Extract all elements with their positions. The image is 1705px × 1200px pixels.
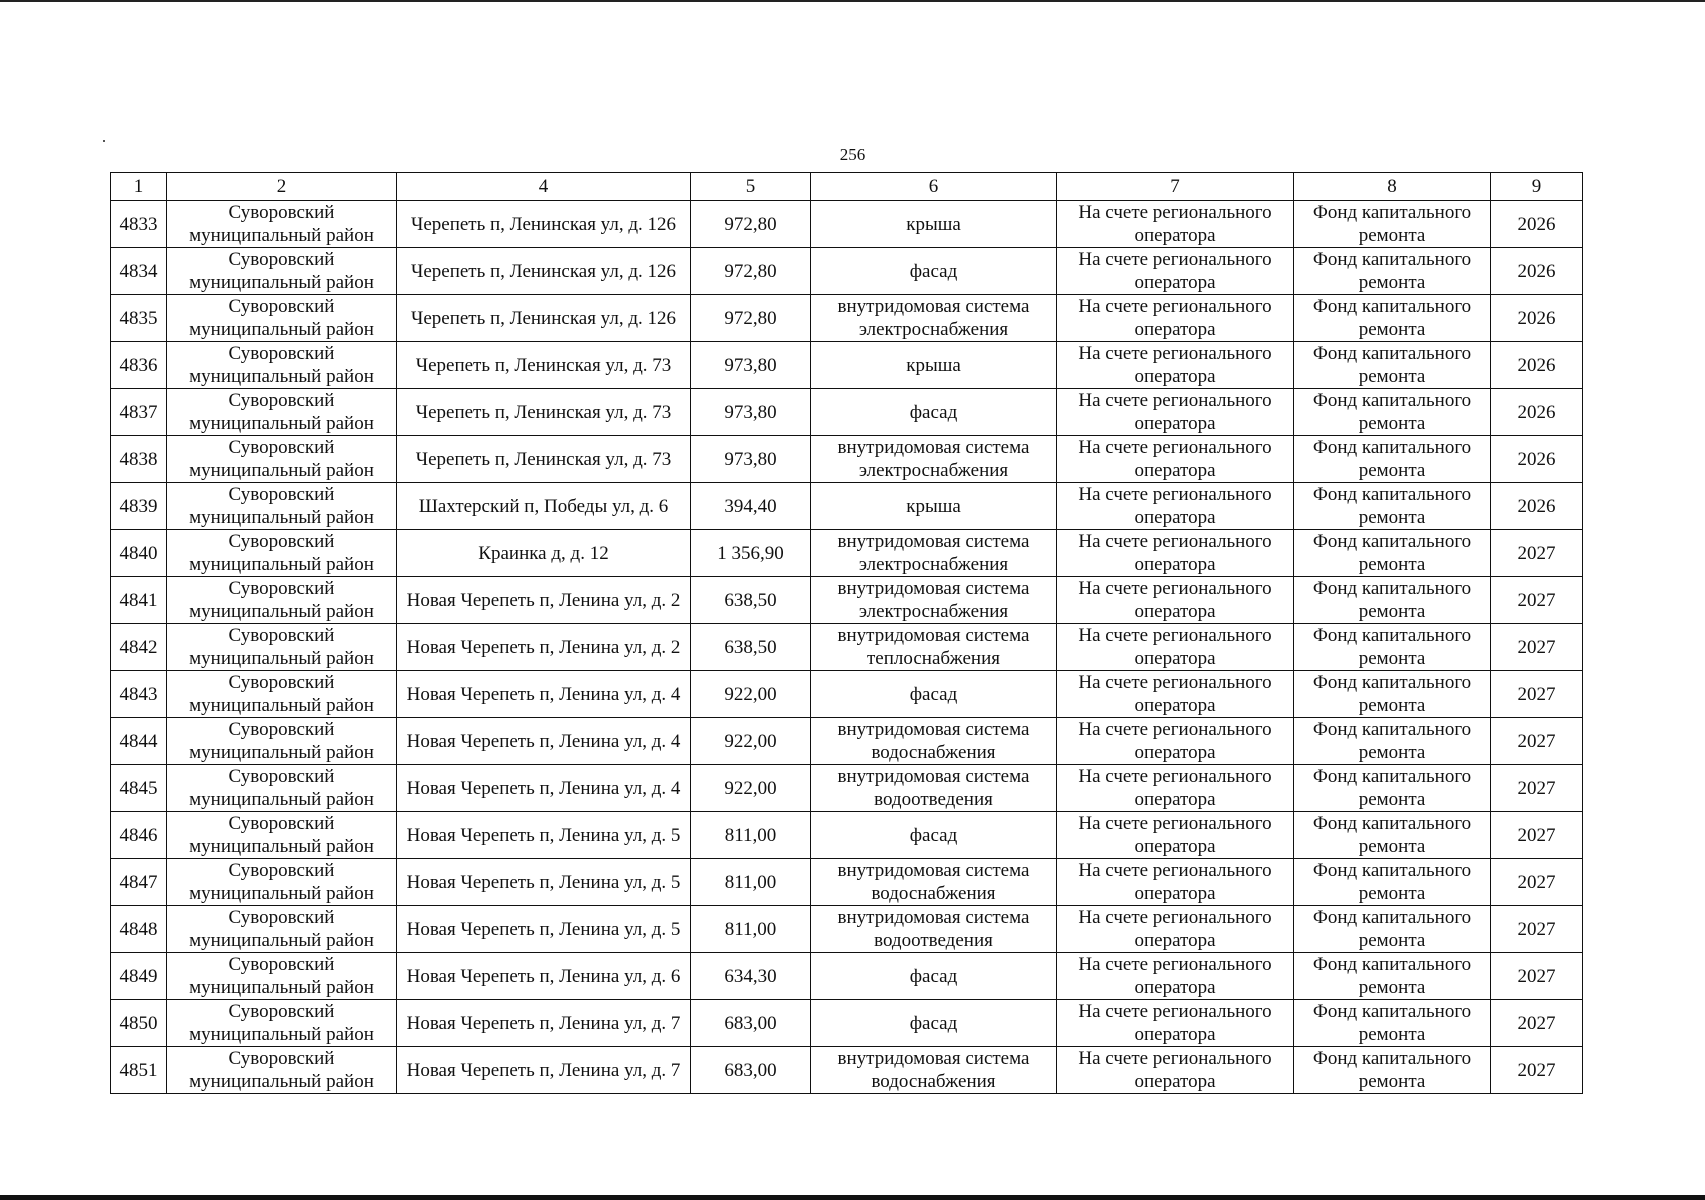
municipality-cell: Суворовский муниципальный район <box>167 671 397 718</box>
row-number-cell: 4851 <box>111 1047 167 1094</box>
municipality-cell: Суворовский муниципальный район <box>167 624 397 671</box>
funding-source-cell: Фонд капитального ремонта <box>1294 1000 1491 1047</box>
address-cell: Краинка д, д. 12 <box>397 530 691 577</box>
address-cell: Новая Черепеть п, Ленина ул, д. 5 <box>397 859 691 906</box>
funding-source-cell: Фонд капитального ремонта <box>1294 906 1491 953</box>
table-row <box>111 765 1583 812</box>
work-type-cell: фасад <box>811 812 1057 859</box>
area-cell: 638,50 <box>691 624 811 671</box>
address-cell: Новая Черепеть п, Ленина ул, д. 7 <box>397 1047 691 1094</box>
funding-source-cell: Фонд капитального ремонта <box>1294 953 1491 1000</box>
municipality-cell: Суворовский муниципальный район <box>167 859 397 906</box>
table-row <box>111 342 1583 389</box>
area-cell: 638,50 <box>691 577 811 624</box>
work-type-cell: внутридомовая система водоотведения <box>811 906 1057 953</box>
row-number-cell: 4848 <box>111 906 167 953</box>
work-type-cell: крыша <box>811 483 1057 530</box>
area-cell: 922,00 <box>691 671 811 718</box>
fund-account-cell: На счете регионального оператора <box>1057 812 1294 859</box>
work-type-cell: внутридомовая система водоснабжения <box>811 718 1057 765</box>
funding-source-cell: Фонд капитального ремонта <box>1294 859 1491 906</box>
funding-source-cell: Фонд капитального ремонта <box>1294 389 1491 436</box>
funding-source-cell: Фонд капитального ремонта <box>1294 671 1491 718</box>
work-type-cell: внутридомовая система электроснабжения <box>811 530 1057 577</box>
year-cell: 2027 <box>1491 624 1583 671</box>
funding-source-cell: Фонд капитального ремонта <box>1294 436 1491 483</box>
work-type-cell: крыша <box>811 342 1057 389</box>
year-cell: 2027 <box>1491 859 1583 906</box>
row-number-cell: 4841 <box>111 577 167 624</box>
fund-account-cell: На счете регионального оператора <box>1057 248 1294 295</box>
funding-source-cell: Фонд капитального ремонта <box>1294 1047 1491 1094</box>
address-cell: Черепеть п, Ленинская ул, д. 73 <box>397 342 691 389</box>
column-number-5: 5 <box>691 173 811 201</box>
municipality-cell: Суворовский муниципальный район <box>167 577 397 624</box>
area-cell: 683,00 <box>691 1047 811 1094</box>
work-type-cell: крыша <box>811 201 1057 248</box>
column-number-4: 4 <box>397 173 691 201</box>
municipality-cell: Суворовский муниципальный район <box>167 389 397 436</box>
area-cell: 922,00 <box>691 718 811 765</box>
row-number-cell: 4840 <box>111 530 167 577</box>
fund-account-cell: На счете регионального оператора <box>1057 859 1294 906</box>
address-cell: Черепеть п, Ленинская ул, д. 126 <box>397 248 691 295</box>
funding-source-cell: Фонд капитального ремонта <box>1294 812 1491 859</box>
table-row <box>111 295 1583 342</box>
row-number-cell: 4849 <box>111 953 167 1000</box>
funding-source-cell: Фонд капитального ремонта <box>1294 530 1491 577</box>
funding-source-cell: Фонд капитального ремонта <box>1294 718 1491 765</box>
year-cell: 2027 <box>1491 1000 1583 1047</box>
column-number-6: 6 <box>811 173 1057 201</box>
year-cell: 2027 <box>1491 671 1583 718</box>
funding-source-cell: Фонд капитального ремонта <box>1294 765 1491 812</box>
address-cell: Новая Черепеть п, Ленина ул, д. 2 <box>397 624 691 671</box>
work-type-cell: внутридомовая система теплоснабжения <box>811 624 1057 671</box>
municipality-cell: Суворовский муниципальный район <box>167 248 397 295</box>
municipality-cell: Суворовский муниципальный район <box>167 1047 397 1094</box>
table-row <box>111 812 1583 859</box>
row-number-cell: 4845 <box>111 765 167 812</box>
fund-account-cell: На счете регионального оператора <box>1057 953 1294 1000</box>
address-cell: Новая Черепеть п, Ленина ул, д. 4 <box>397 718 691 765</box>
row-number-cell: 4844 <box>111 718 167 765</box>
year-cell: 2026 <box>1491 295 1583 342</box>
area-cell: 973,80 <box>691 342 811 389</box>
fund-account-cell: На счете регионального оператора <box>1057 671 1294 718</box>
work-type-cell: внутридомовая система электроснабжения <box>811 577 1057 624</box>
funding-source-cell: Фонд капитального ремонта <box>1294 342 1491 389</box>
area-cell: 811,00 <box>691 859 811 906</box>
municipality-cell: Суворовский муниципальный район <box>167 765 397 812</box>
funding-source-cell: Фонд капитального ремонта <box>1294 624 1491 671</box>
table-row <box>111 718 1583 765</box>
year-cell: 2026 <box>1491 342 1583 389</box>
work-type-cell: внутридомовая система водоснабжения <box>811 1047 1057 1094</box>
column-number-row <box>111 173 1583 201</box>
table-row <box>111 530 1583 577</box>
work-type-cell: внутридомовая система водоснабжения <box>811 859 1057 906</box>
year-cell: 2027 <box>1491 1047 1583 1094</box>
year-cell: 2027 <box>1491 530 1583 577</box>
table-row <box>111 248 1583 295</box>
area-cell: 972,80 <box>691 248 811 295</box>
column-number-1: 1 <box>111 173 167 201</box>
year-cell: 2026 <box>1491 389 1583 436</box>
area-cell: 683,00 <box>691 1000 811 1047</box>
row-number-cell: 4833 <box>111 201 167 248</box>
repair-registry-table <box>110 172 1583 1094</box>
work-type-cell: внутридомовая система водоотведения <box>811 765 1057 812</box>
fund-account-cell: На счете регионального оператора <box>1057 201 1294 248</box>
funding-source-cell: Фонд капитального ремонта <box>1294 201 1491 248</box>
address-cell: Новая Черепеть п, Ленина ул, д. 7 <box>397 1000 691 1047</box>
area-cell: 811,00 <box>691 906 811 953</box>
municipality-cell: Суворовский муниципальный район <box>167 530 397 577</box>
year-cell: 2026 <box>1491 483 1583 530</box>
row-number-cell: 4843 <box>111 671 167 718</box>
municipality-cell: Суворовский муниципальный район <box>167 953 397 1000</box>
address-cell: Новая Черепеть п, Ленина ул, д. 5 <box>397 812 691 859</box>
row-number-cell: 4850 <box>111 1000 167 1047</box>
work-type-cell: фасад <box>811 389 1057 436</box>
table-row <box>111 859 1583 906</box>
fund-account-cell: На счете регионального оператора <box>1057 342 1294 389</box>
area-cell: 811,00 <box>691 812 811 859</box>
area-cell: 394,40 <box>691 483 811 530</box>
work-type-cell: внутридомовая система электроснабжения <box>811 295 1057 342</box>
address-cell: Новая Черепеть п, Ленина ул, д. 4 <box>397 765 691 812</box>
work-type-cell: фасад <box>811 1000 1057 1047</box>
table-row <box>111 201 1583 248</box>
work-type-cell: фасад <box>811 248 1057 295</box>
row-number-cell: 4846 <box>111 812 167 859</box>
address-cell: Черепеть п, Ленинская ул, д. 126 <box>397 201 691 248</box>
row-number-cell: 4838 <box>111 436 167 483</box>
fund-account-cell: На счете регионального оператора <box>1057 483 1294 530</box>
fund-account-cell: На счете регионального оператора <box>1057 906 1294 953</box>
column-number-9: 9 <box>1491 173 1583 201</box>
page-number: 256 <box>839 145 866 164</box>
address-cell: Черепеть п, Ленинская ул, д. 73 <box>397 436 691 483</box>
municipality-cell: Суворовский муниципальный район <box>167 812 397 859</box>
municipality-cell: Суворовский муниципальный район <box>167 295 397 342</box>
table-row <box>111 671 1583 718</box>
year-cell: 2027 <box>1491 953 1583 1000</box>
address-cell: Новая Черепеть п, Ленина ул, д. 6 <box>397 953 691 1000</box>
fund-account-cell: На счете регионального оператора <box>1057 577 1294 624</box>
year-cell: 2026 <box>1491 248 1583 295</box>
municipality-cell: Суворовский муниципальный район <box>167 483 397 530</box>
fund-account-cell: На счете регионального оператора <box>1057 624 1294 671</box>
row-number-cell: 4842 <box>111 624 167 671</box>
row-number-cell: 4847 <box>111 859 167 906</box>
municipality-cell: Суворовский муниципальный район <box>167 436 397 483</box>
scan-bottom-edge <box>0 1195 1705 1200</box>
table-row <box>111 953 1583 1000</box>
year-cell: 2026 <box>1491 436 1583 483</box>
area-cell: 972,80 <box>691 201 811 248</box>
fund-account-cell: На счете регионального оператора <box>1057 718 1294 765</box>
area-cell: 1 356,90 <box>691 530 811 577</box>
municipality-cell: Суворовский муниципальный район <box>167 906 397 953</box>
table-row <box>111 624 1583 671</box>
fund-account-cell: На счете регионального оператора <box>1057 765 1294 812</box>
table-row <box>111 389 1583 436</box>
row-number-cell: 4834 <box>111 248 167 295</box>
area-cell: 972,80 <box>691 295 811 342</box>
funding-source-cell: Фонд капитального ремонта <box>1294 577 1491 624</box>
work-type-cell: фасад <box>811 953 1057 1000</box>
fund-account-cell: На счете регионального оператора <box>1057 389 1294 436</box>
table-row <box>111 1047 1583 1094</box>
municipality-cell: Суворовский муниципальный район <box>167 201 397 248</box>
fund-account-cell: На счете регионального оператора <box>1057 530 1294 577</box>
column-number-7: 7 <box>1057 173 1294 201</box>
row-number-cell: 4839 <box>111 483 167 530</box>
area-cell: 973,80 <box>691 389 811 436</box>
funding-source-cell: Фонд капитального ремонта <box>1294 295 1491 342</box>
area-cell: 973,80 <box>691 436 811 483</box>
table-body <box>111 201 1583 1094</box>
municipality-cell: Суворовский муниципальный район <box>167 718 397 765</box>
fund-account-cell: На счете регионального оператора <box>1057 436 1294 483</box>
fund-account-cell: На счете регионального оператора <box>1057 1000 1294 1047</box>
scan-speck <box>103 140 105 142</box>
fund-account-cell: На счете регионального оператора <box>1057 1047 1294 1094</box>
row-number-cell: 4835 <box>111 295 167 342</box>
year-cell: 2027 <box>1491 812 1583 859</box>
municipality-cell: Суворовский муниципальный район <box>167 342 397 389</box>
table-row <box>111 577 1583 624</box>
address-cell: Новая Черепеть п, Ленина ул, д. 4 <box>397 671 691 718</box>
address-cell: Черепеть п, Ленинская ул, д. 73 <box>397 389 691 436</box>
work-type-cell: внутридомовая система электроснабжения <box>811 436 1057 483</box>
work-type-cell: фасад <box>811 671 1057 718</box>
scan-top-edge <box>0 0 1705 2</box>
column-number-2: 2 <box>167 173 397 201</box>
fund-account-cell: На счете регионального оператора <box>1057 295 1294 342</box>
row-number-cell: 4837 <box>111 389 167 436</box>
row-number-cell: 4836 <box>111 342 167 389</box>
municipality-cell: Суворовский муниципальный район <box>167 1000 397 1047</box>
year-cell: 2026 <box>1491 201 1583 248</box>
table-row <box>111 436 1583 483</box>
table-row <box>111 483 1583 530</box>
year-cell: 2027 <box>1491 765 1583 812</box>
table-row <box>111 906 1583 953</box>
table-row <box>111 1000 1583 1047</box>
column-number-8: 8 <box>1294 173 1491 201</box>
year-cell: 2027 <box>1491 718 1583 765</box>
area-cell: 634,30 <box>691 953 811 1000</box>
table-header <box>111 173 1583 201</box>
area-cell: 922,00 <box>691 765 811 812</box>
address-cell: Новая Черепеть п, Ленина ул, д. 2 <box>397 577 691 624</box>
funding-source-cell: Фонд капитального ремонта <box>1294 248 1491 295</box>
year-cell: 2027 <box>1491 906 1583 953</box>
address-cell: Новая Черепеть п, Ленина ул, д. 5 <box>397 906 691 953</box>
address-cell: Черепеть п, Ленинская ул, д. 126 <box>397 295 691 342</box>
year-cell: 2027 <box>1491 577 1583 624</box>
address-cell: Шахтерский п, Победы ул, д. 6 <box>397 483 691 530</box>
funding-source-cell: Фонд капитального ремонта <box>1294 483 1491 530</box>
